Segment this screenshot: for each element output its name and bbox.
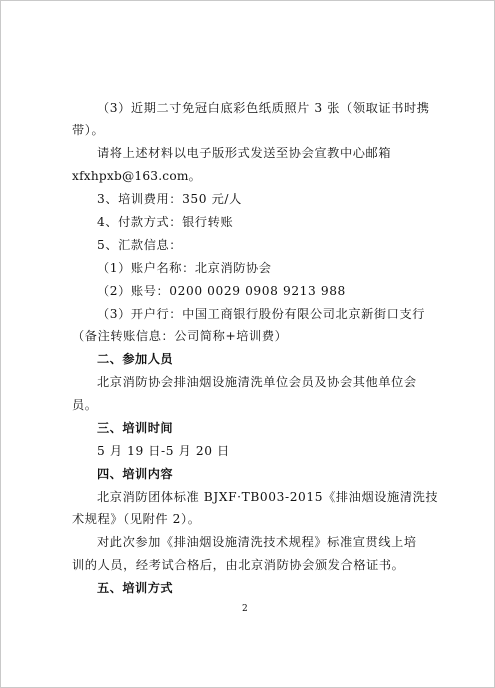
page-number: 2 — [242, 604, 248, 614]
section-heading-participants: 二、参加人员 — [97, 352, 174, 366]
email-address: xfxhpxb@163.com。 — [72, 169, 202, 183]
account-name: （1）账户名称：北京消防协会 — [97, 261, 272, 275]
payment-method: 4、付款方式：银行转账 — [97, 215, 234, 229]
section-heading-time: 三、培训时间 — [97, 421, 174, 435]
paragraph-photo-requirement: （3）近期二寸免冠白底彩色纸质照片 3 张（领取证书时携 — [97, 101, 430, 115]
participants-text: 北京消防协会排油烟设施清洗单位会员及协会其他单位会 — [97, 375, 417, 389]
section-heading-content: 四、培训内容 — [97, 467, 174, 481]
certificate-text-cont: 训的人员，经考试合格后，由北京消防协会颁发合格证书。 — [72, 558, 405, 572]
paragraph-photo-requirement-cont: 带）。 — [72, 123, 105, 137]
paragraph-send-materials: 请将上述材料以电子版形式发送至协会宣教中心邮箱 — [97, 146, 392, 160]
content-standard: 北京消防团体标准 BJXF·TB003-2015《排油烟设施清洗技 — [97, 490, 439, 504]
bank-name: （3）开户行：中国工商银行股份有限公司北京新街口支行 — [97, 307, 426, 321]
content-standard-cont: 术规程》（见附件 2）。 — [72, 512, 201, 526]
account-number: （2）账号：0200 0029 0908 9213 988 — [97, 284, 346, 298]
remittance-info-label: 5、汇款信息： — [97, 238, 183, 252]
section-heading-method: 五、培训方式 — [97, 581, 174, 595]
certificate-text: 对此次参加《排油烟设施清洗技术规程》标准宣贯线上培 — [97, 535, 417, 549]
training-fee: 3、培训费用：350 元/人 — [97, 192, 242, 206]
training-dates: 5 月 19 日-5 月 20 日 — [97, 444, 230, 458]
participants-text-cont: 员。 — [72, 398, 98, 412]
transfer-note: （备注转账信息：公司简称+培训费） — [72, 329, 288, 343]
